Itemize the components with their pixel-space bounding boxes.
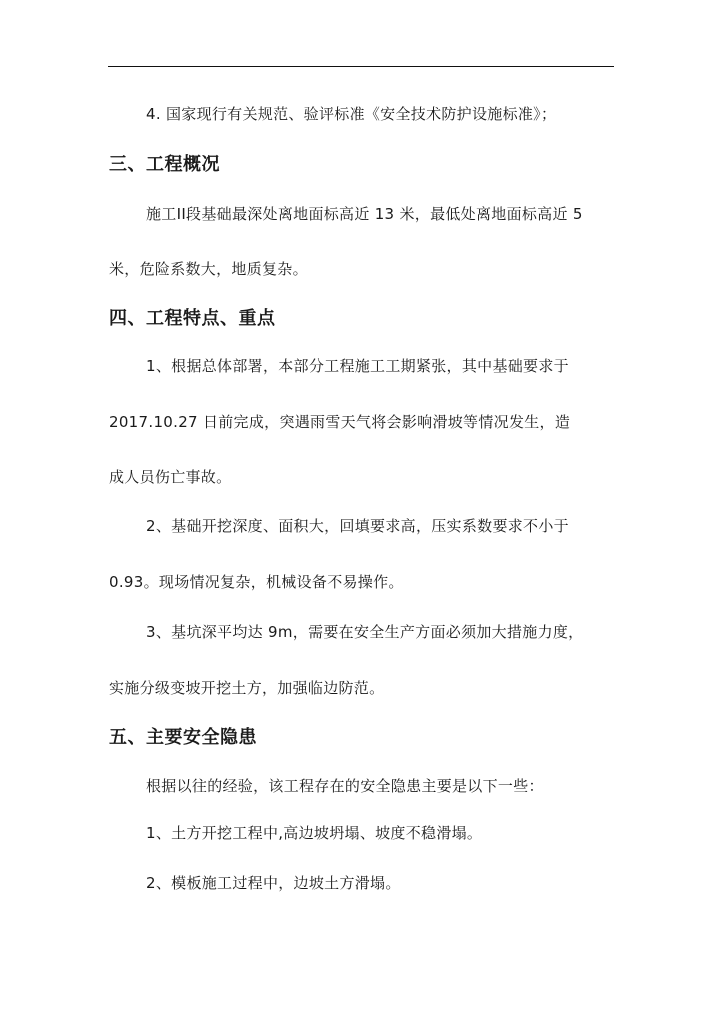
paragraph-line: 1、根据总体部署，本部分工程施工工期紧张，其中基础要求于	[146, 357, 569, 375]
paragraph-line: 0.93。现场情况复杂，机械设备不易操作。	[109, 573, 404, 591]
paragraph-line: 根据以往的经验，该工程存在的安全隐患主要是以下一些：	[146, 777, 544, 795]
section-heading-5: 五、主要安全隐患	[109, 727, 257, 748]
paragraph-line: 实施分级变坡开挖土方，加强临边防范。	[109, 679, 385, 697]
reference-item-4: 4. 国家现行有关规范、验评标准《安全技术防护设施标准》；	[146, 105, 557, 123]
list-item: 2、模板施工过程中，边坡土方滑塌。	[146, 874, 401, 892]
paragraph-line: 米，危险系数大，地质复杂。	[109, 260, 308, 278]
paragraph-line: 成人员伤亡事故。	[109, 468, 232, 486]
section-heading-3: 三、工程概况	[109, 154, 220, 175]
list-item: 1、土方开挖工程中,高边坡坍塌、坡度不稳滑塌。	[146, 824, 483, 842]
section-heading-4: 四、工程特点、重点	[109, 308, 276, 329]
paragraph-line: 2017.10.27 日前完成，突遇雨雪天气将会影响滑坡等情况发生，造	[109, 413, 571, 431]
paragraph-line: 2、基础开挖深度、面积大，回填要求高，压实系数要求不小于	[146, 517, 569, 535]
paragraph-line: 施工II段基础最深处离地面标高近 13 米，最低处离地面标高近 5	[146, 205, 583, 223]
header-rule	[108, 66, 614, 67]
paragraph-line: 3、基坑深平均达 9m，需要在安全生产方面必须加大措施力度，	[146, 623, 584, 641]
